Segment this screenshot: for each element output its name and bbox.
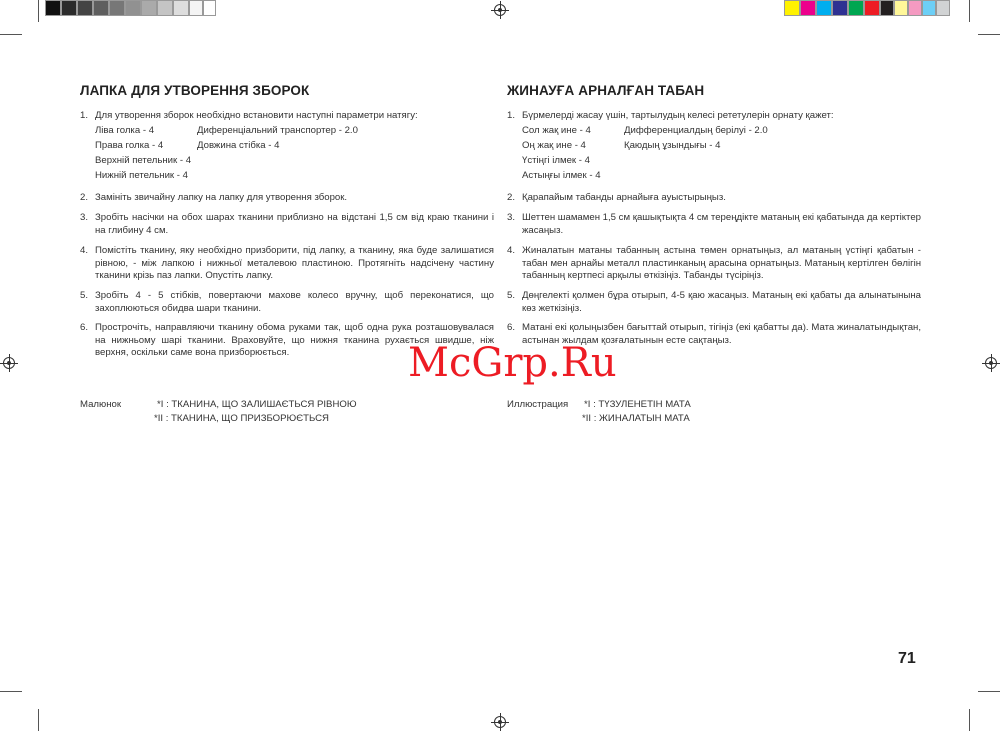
step-number: 5. bbox=[80, 290, 89, 301]
swatch bbox=[125, 0, 141, 16]
swatch bbox=[45, 0, 61, 16]
step-number: 6. bbox=[80, 322, 89, 333]
left-param-lower-looper: Нижній петельник - 4 bbox=[95, 170, 188, 181]
registration-mark-icon bbox=[494, 4, 506, 16]
watermark: McGrp.Ru bbox=[408, 340, 617, 386]
left-param-right-needle: Права голка - 4 bbox=[95, 140, 164, 151]
right-figure-note-2: *II : ЖИНАЛАТЫН МАТА bbox=[582, 413, 690, 424]
swatch bbox=[936, 0, 950, 16]
right-param-lower-looper: Астыңғы ілмек - 4 bbox=[522, 170, 601, 181]
swatch bbox=[816, 0, 832, 16]
left-figure-note-1: *I : ТКАНИНА, ЩО ЗАЛИШАЄТЬСЯ РІВНОЮ bbox=[157, 399, 357, 410]
step-number: 6. bbox=[507, 322, 516, 333]
swatch bbox=[922, 0, 936, 16]
step-text: Зробіть насічки на обох шарах тканини приблизно на відстані 1,5 см від краю тканини і на глибину 4 см. bbox=[95, 212, 494, 236]
left-param-upper-looper: Верхній петельник - 4 bbox=[95, 155, 192, 166]
step-text: Прострочіть, направляючи тканину обома руками так, щоб одна рука розташовувалася на нижньому шарі тканини. Враховуйте, що нижня тканина рухається швидше, ніж верхня, оскільки саме вона призборюється. bbox=[95, 322, 494, 358]
swatch bbox=[880, 0, 894, 16]
step-text: Дөңгелекті қолмен бұра отырып, 4-5 қаю жасаңыз. Матаның екі қабаты да алынатынына көз жеткізіңіз. bbox=[522, 290, 921, 314]
registration-mark-icon bbox=[985, 357, 997, 369]
step-number: 2. bbox=[80, 192, 89, 203]
left-figure-note-2: *II : ТКАНИНА, ЩО ПРИЗБОРЮЄТЬСЯ bbox=[154, 413, 329, 424]
swatch bbox=[61, 0, 77, 16]
right-param-stitch-length: Қаюдың ұзындығы - 4 bbox=[624, 140, 721, 151]
swatch bbox=[864, 0, 880, 16]
step-number: 3. bbox=[80, 212, 89, 223]
swatch bbox=[894, 0, 908, 16]
step-text: Для утворення зборок необхідно встановити наступні параметри натягу: bbox=[95, 110, 418, 121]
left-param-left-needle: Ліва голка - 4 bbox=[95, 125, 155, 136]
right-param-right-needle: Оң жақ ине - 4 bbox=[522, 140, 586, 151]
swatch bbox=[93, 0, 109, 16]
step-text: Бүрмелерді жасау үшін, тартылудың келесі рететулерін орнату қажет: bbox=[522, 110, 834, 121]
left-figure-label: Малюнок bbox=[80, 399, 122, 410]
swatch bbox=[173, 0, 189, 16]
step-number: 1. bbox=[507, 110, 516, 121]
step-text: Замініть звичайну лапку на лапку для утворення зборок. bbox=[95, 192, 348, 203]
swatch bbox=[203, 0, 216, 16]
swatch bbox=[908, 0, 922, 16]
right-section-title: ЖИНАУҒА АРНАЛҒАН ТАБАН bbox=[507, 83, 705, 98]
swatch bbox=[848, 0, 864, 16]
right-param-upper-looper: Үстіңгі ілмек - 4 bbox=[522, 155, 590, 166]
swatch bbox=[800, 0, 816, 16]
right-figure-label: Иллюстрация bbox=[507, 399, 569, 410]
swatch bbox=[832, 0, 848, 16]
page-number: 71 bbox=[898, 650, 916, 667]
swatch bbox=[141, 0, 157, 16]
step-text: Қарапайым табанды арнайыға ауыстырыңыз. bbox=[522, 192, 726, 203]
left-param-stitch-length: Довжина стібка - 4 bbox=[197, 140, 280, 151]
right-figure-note-1: *I : ТҮЗУЛЕНЕТІН МАТА bbox=[584, 399, 691, 410]
step-number: 5. bbox=[507, 290, 516, 301]
step-text: Зробіть 4 - 5 стібків, повертаючи махове колесо вручну, щоб переконатися, що захоплюються обидва шари тканини. bbox=[95, 290, 494, 314]
swatch bbox=[77, 0, 93, 16]
swatch bbox=[189, 0, 203, 16]
step-number: 3. bbox=[507, 212, 516, 223]
step-number: 1. bbox=[80, 110, 89, 121]
registration-mark-icon bbox=[494, 716, 506, 728]
step-number: 4. bbox=[80, 245, 89, 256]
swatch bbox=[157, 0, 173, 16]
step-text: Матані екі қолыңызбен бағыттай отырып, тігіңіз (екі қабатты да). Мата жиналатындықтан, астынан жылдам қозғалатынын есте сақтаңыз. bbox=[522, 322, 921, 346]
registration-mark-icon bbox=[3, 357, 15, 369]
left-param-diff-feed: Диференціальний транспортер - 2.0 bbox=[197, 125, 358, 136]
step-text: Жиналатын матаны табанның астына төмен орнатыңыз, ал матаның үстіңгі қабатын - табан мен арнайы металл пластинканың арасына орнатыңыз. Матаның кертілген бөлігін табанның кертпесі арқылы өткізіңіз. Табанды түсіріңіз. bbox=[522, 245, 921, 281]
swatch bbox=[109, 0, 125, 16]
left-section-title: ЛАПКА ДЛЯ УТВОРЕННЯ ЗБОРОК bbox=[80, 83, 310, 98]
step-number: 2. bbox=[507, 192, 516, 203]
right-param-left-needle: Сол жақ ине - 4 bbox=[522, 125, 591, 136]
step-number: 4. bbox=[507, 245, 516, 256]
step-text: Помістіть тканину, яку необхідно призборити, під лапку, а тканину, яка буде залишатися рівною, - між лапкою і нижньої металевою пластиною. Протягніть надсічену частину тканини крізь паз лапки. Опустіть лапку. bbox=[95, 245, 494, 281]
step-text: Шеттен шамамен 1,5 см қашықтықта 4 см тереңдікте матаның екі қабатында да кертіктер жасаңыз. bbox=[522, 212, 921, 236]
swatch bbox=[784, 0, 800, 16]
right-param-diff-feed: Дифференциалдың берілуі - 2.0 bbox=[624, 125, 768, 136]
